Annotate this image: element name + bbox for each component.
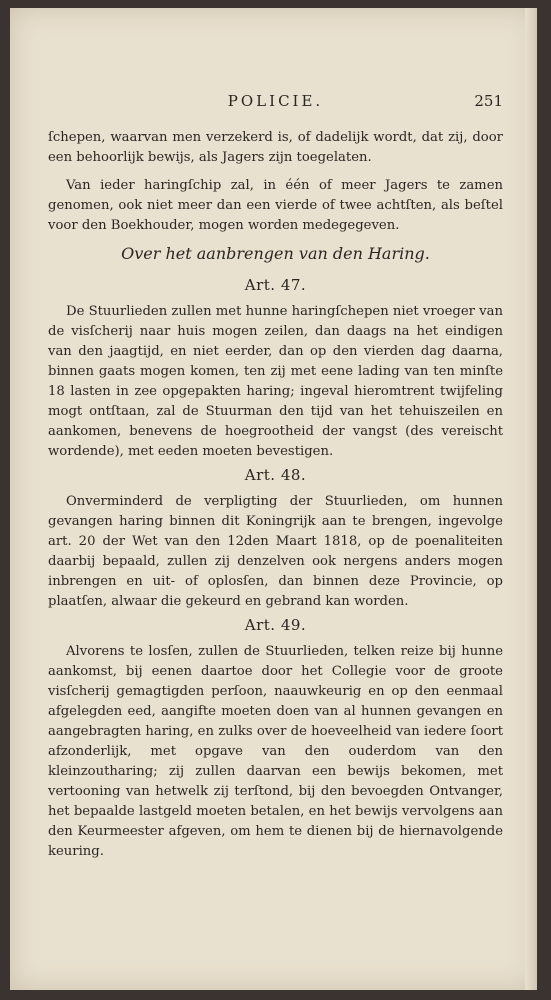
section-title: Over het aanbrengen van den Haring. (121, 244, 430, 263)
article-49-text: Alvorens te losſen, zullen de Stuurlieden, telken reize bij hunne aankomst, bij eenen daartoe door het Collegie voor de groote visſcherij gemagtigden perſoon, naauwkeurig en op den eenmaal afgelegden eed, aangifte moeten doen van al hunnen gevangen en aangebragten haring, en zulks over de hoeveelheid van iedere ſoort afzonderlijk, met opgave van den ouderdom van den kleinzoutharing; zij zullen daarvan een bewijs bekomen, met vertooning van hetwelk zij terſtond, bij den bevoegden Ontvanger, het bepaalde lastgeld moeten betalen, en het bewijs vervolgens aan den Keurmeester afgeven, om hem te dienen bij de hiernavolgende keuring. (48, 644, 503, 859)
paragraph-haringschip: Van ieder haringſchip zal, in één of meer Jagers te zamen genomen, ook niet meer dan een vierde of twee achtſten, als beſtel voor den Boekhouder, mogen worden medegegeven. (48, 178, 503, 233)
article-47-text: De Stuurlieden zullen met hunne haringſchepen niet vroeger van de visſcherij naar huis mogen zeilen, dan daags na het eindigen van den jaagtijd, en niet eerder, dan op den vierden dag daarna, binnen gaats mogen komen, ten zij met eene lading van ten minſte 18 lasten in zee opgepakten haring; ingeval hieromtrent twijfeling mogt ontſtaan, zal de Stuurman den tijd van het tehuiszeilen en aankomen, benevens de hoegrootheid der vangst (des vereischt wordende), met eeden moeten bevestigen. (48, 304, 503, 459)
article-47-heading: Art. 47. (244, 276, 307, 294)
page-edge-shadow (525, 8, 537, 990)
running-title: POLICIE. (227, 92, 324, 110)
paragraph-continued: ſchepen, waarvan men verzekerd is, of dadelijk wordt, dat zij, door een behoorlijk bewijs, als Jagers zijn toegelaten. (48, 130, 503, 165)
page-header (48, 92, 503, 112)
book-page (10, 8, 537, 990)
page-number: 251 (474, 92, 503, 110)
article-48-text: Onverminderd de verpligting der Stuurlieden, om hunnen gevangen haring binnen dit Koningrijk aan te brengen, ingevolge art. 20 der Wet van den 12den Maart 1818, op de poenaliteiten daarbij bepaald, zullen zij denzelven ook nergens anders mogen inbrengen en uit- of oplosſen, dan binnen deze Provincie, op plaatſen, alwaar die gekeurd en gebrand kan worden. (48, 494, 503, 609)
article-48-heading: Art. 48. (244, 466, 307, 484)
article-49-heading: Art. 49. (244, 616, 307, 634)
